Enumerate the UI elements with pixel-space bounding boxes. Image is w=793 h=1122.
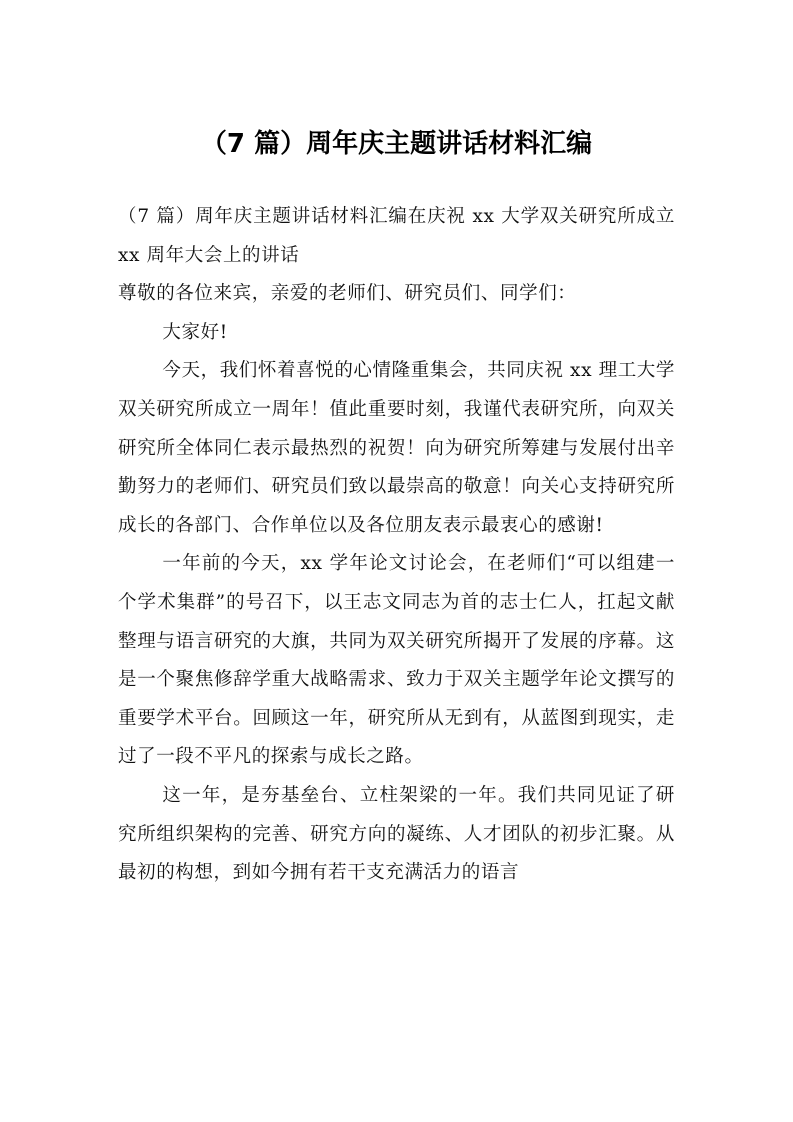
paragraph: 今天，我们怀着喜悦的心情隆重集会，共同庆祝 xx 理工大学双关研究所成立一周年！值此重要时刻，我谨代表研究所，向双关研究所全体同仁表示最热烈的祝贺！向为研究所筹建与发展付出辛勤努力的老师们、研究员们致以最崇高的敬意！向关心支持研究所成长的各部门、合作单位以及各位朋友表示最衷心的感谢! [118, 360, 675, 536]
paragraph: 一年前的今天，xx 学年论文讨论会，在老师们“可以组建一个学术集群”的号召下，以王志文同志为首的志士仁人，扛起文献整理与语言研究的大旗，共同为双关研究所揭开了发展的序幕。这是一个聚焦修辞学重大战略需求、致力于双关主题学年论文撰写的重要学术平台。回顾这一年，研究所从无到有，从蓝图到现实，走过了一段不平凡的探索与成长之路。 [118, 553, 675, 768]
document-body [118, 198, 675, 893]
paragraph: 这一年，是夯基垒台、立柱架梁的一年。我们共同见证了研究所组织架构的完善、研究方向的凝练、人才团队的初步汇聚。从最初的构想，到如今拥有若干支充满活力的语言 [118, 784, 675, 884]
paragraph: 尊敬的各位来宾，亲爱的老师们、研究员们、同学们： [118, 283, 577, 305]
paragraph: （7 篇）周年庆主题讲话材料汇编在庆祝 xx 大学双关研究所成立 xx 周年大会上的讲话 [118, 206, 675, 266]
document-title: （7 篇）周年庆主题讲话材料汇编 [200, 129, 593, 159]
paragraph: 大家好! [162, 321, 228, 343]
